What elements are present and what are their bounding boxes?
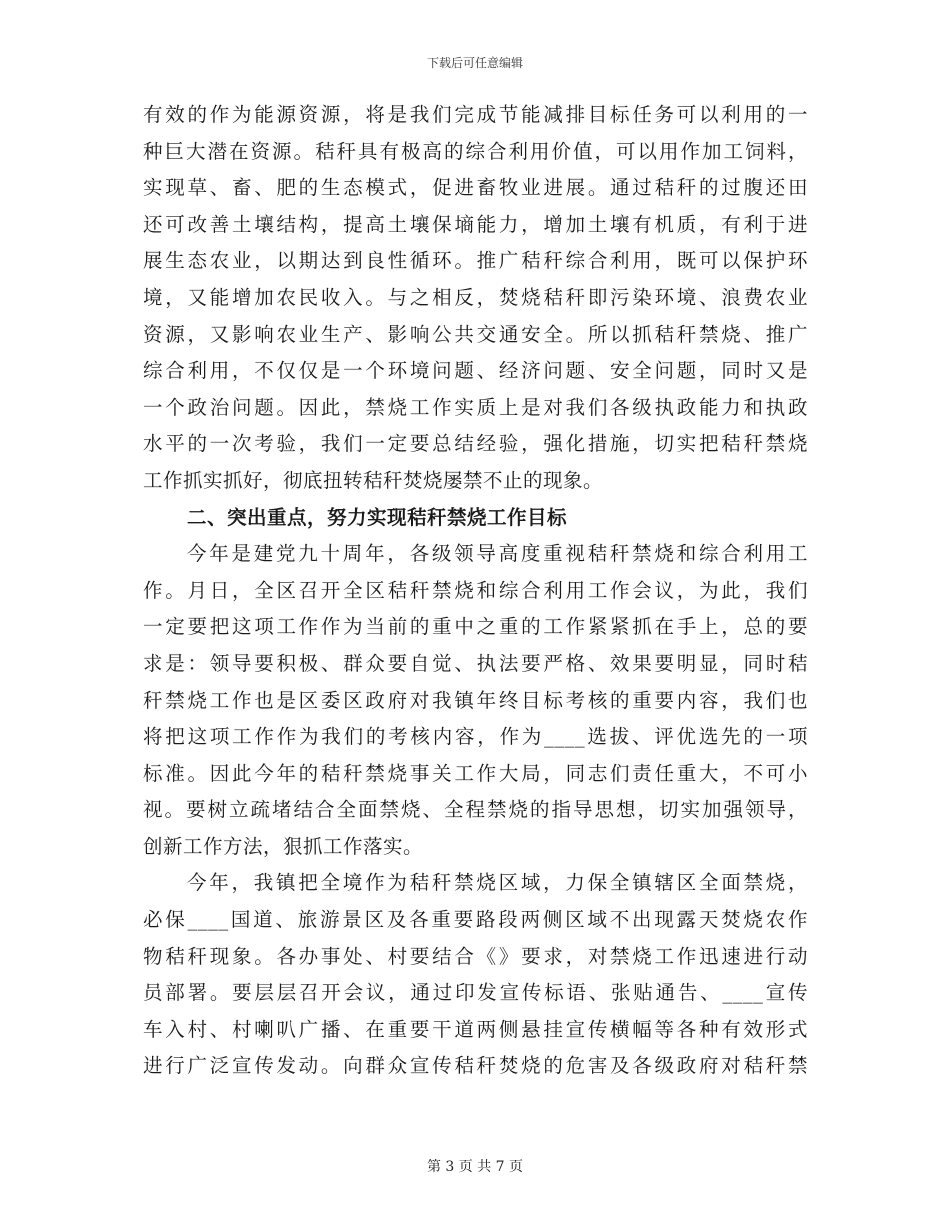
text-line: 工作抓实抓好，彻底扭转秸秆焚烧屡禁不止的现象。 <box>143 468 604 492</box>
page-header: 下载后可任意编辑 <box>426 56 523 70</box>
text-line: 还可改善土壤结构，提高土壤保墒能力，增加土壤有机质，有利于进 <box>143 212 808 236</box>
text-line: 求是：领导要积极、群众要自觉、执法要严格、效果要明显，同时秸 <box>143 651 808 675</box>
text-line: 综合利用，不仅仅是一个环境问题、经济问题、安全问题，同时又是 <box>143 359 808 383</box>
text-line: 实现草、畜、肥的生态模式，促进畜牧业进展。通过秸秆的过腹还田 <box>143 176 808 200</box>
text-line: 一个政治问题。因此，禁烧工作实质上是对我们各级执政能力和执政 <box>143 395 808 419</box>
section-heading: 二、突出重点，努力实现秸秆禁烧工作目标 <box>187 505 568 529</box>
text-line: 今年，我镇把全境作为秸秆禁烧区域，力保全镇辖区全面禁烧， <box>187 871 808 895</box>
text-line: 员部署。要层层召开会议，通过印发宣传标语、张贴通告、____宣传 <box>143 981 808 1005</box>
paragraph-2 <box>143 536 808 865</box>
text-line: 车入村、村喇叭广播、在重要干道两侧悬挂宣传横幅等各种有效形式 <box>143 1017 808 1041</box>
paragraph-3 <box>143 865 808 1085</box>
text-line: 一定要把这项工作作为当前的重中之重的工作紧紧抓在手上，总的要 <box>143 615 808 639</box>
paragraph-1 <box>143 97 808 500</box>
text-line: 视。要树立疏堵结合全面禁烧、全程禁烧的指导思想，切实加强领导， <box>143 798 808 822</box>
text-line: 物秸秆现象。各办事处、村要结合《》要求，对禁烧工作迅速进行动 <box>143 944 808 968</box>
text-line: 今年是建党九十周年，各级领导高度重视秸秆禁烧和综合利用工 <box>187 542 808 566</box>
text-line: 有效的作为能源资源，将是我们完成节能减排目标任务可以利用的一 <box>143 103 808 126</box>
document-body <box>143 97 808 1085</box>
text-line: 秆禁烧工作也是区委区政府对我镇年终目标考核的重要内容，我们也 <box>143 688 808 712</box>
text-line: 境，又能增加农民收入。与之相反，焚烧秸秆即污染环境、浪费农业 <box>143 285 808 309</box>
text-line: 创新工作方法，狠抓工作落实。 <box>143 834 424 858</box>
text-line: 种巨大潜在资源。秸秆具有极高的综合利用价值，可以用作加工饲料， <box>143 139 808 163</box>
page-number: 第 3 页 共 7 页 <box>426 1159 524 1175</box>
text-line: 必保____国道、旅游景区及各重要路段两侧区域不出现露天焚烧农作 <box>143 908 808 932</box>
text-line: 标准。因此今年的秸秆禁烧事关工作大局，同志们责任重大，不可小 <box>143 761 808 785</box>
text-line: 展生态农业，以期达到良性循环。推广秸秆综合利用，既可以保护环 <box>143 249 808 273</box>
text-line: 作。月日，全区召开全区秸秆禁烧和综合利用工作会议，为此，我们 <box>143 578 808 602</box>
text-line: 进行广泛宣传发动。向群众宣传秸秆焚烧的危害及各级政府对秸秆禁 <box>143 1054 808 1078</box>
text-line: 将把这项工作作为我们的考核内容，作为____选拔、评优选先的一项 <box>143 725 808 749</box>
text-line: 资源，又影响农业生产、影响公共交通安全。所以抓秸秆禁烧、推广 <box>143 322 808 346</box>
text-line: 水平的一次考验，我们一定要总结经验，强化措施，切实把秸秆禁烧 <box>143 432 808 456</box>
